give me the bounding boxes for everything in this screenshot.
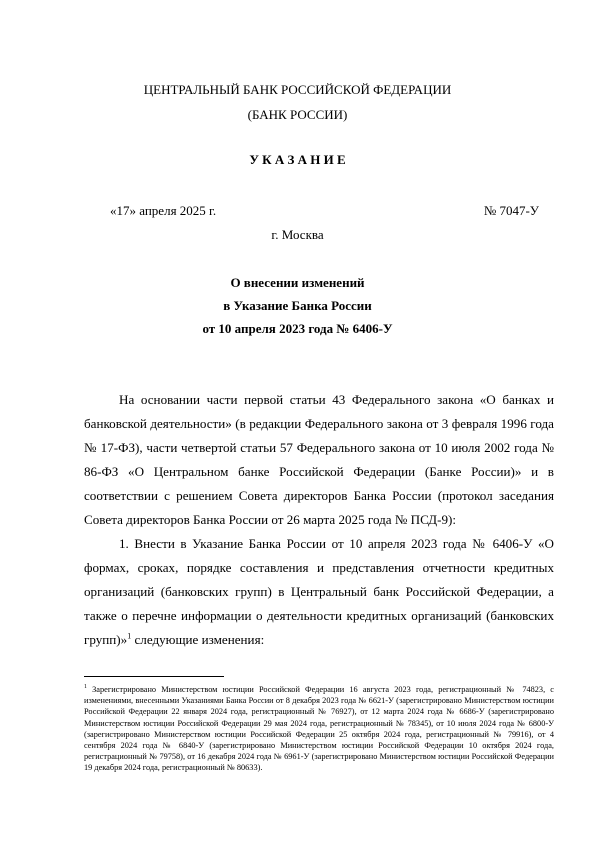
org-name: ЦЕНТРАЛЬНЫЙ БАНК РОССИЙСКОЙ ФЕДЕРАЦИИ — [143, 82, 452, 97]
doc-city: г. Москва — [271, 227, 324, 242]
footnote-separator — [84, 676, 224, 677]
preamble-paragraph: На основании части первой статьи 43 Федерального закона «О банках и банковской деятельности» (в редакции Федерального закона от 3 февраля 1996 года № 17-ФЗ), части четвертой статьи 57 Федерального закона от 10 июля 2002 года № 86-ФЗ «О Центральном банке Российской Федерации (Банке России)» и в соответствии с решением Совета директоров Банка России (протокол заседания Совета директоров Банка России от 26 марта 2025 года № ПСД-9): — [84, 392, 554, 527]
doc-type-heading: У К А З А Н И Е — [249, 152, 346, 167]
footnote-reference[interactable]: 1 — [127, 631, 132, 641]
doc-number: № 7047-У — [483, 203, 539, 218]
footnote — [84, 684, 554, 774]
doc-title-line-2: в Указание Банка России — [223, 298, 372, 313]
document-body — [84, 388, 554, 652]
item-1-text: 1. Внести в Указание Банка России от 10 апреля 2023 года № 6406-У «О формах, сроках, порядке составления и представления отчетности кредитных организаций (банковских групп) в Центральный банк Российской Федерации, а также о перечне информации о деятельности кредитных организаций (банковских групп)» — [84, 536, 554, 647]
org-short-name: (БАНК РОССИИ) — [247, 107, 348, 122]
doc-date: «17» апреля 2025 г. — [110, 203, 217, 218]
doc-title-line-1: О внесении изменений — [230, 275, 365, 290]
item-1-tail: следующие изменения: — [131, 632, 265, 647]
footnote-text: Зарегистрировано Министерством юстиции Российской Федерации 16 августа 2023 года, регистрационный № 74823, с изменениями, внесенными Указаниями Банка России от 8 декабря 2023 года № 6621-У (зарегистрировано Министерством юстиции Российской Федерации 22 января 2024 года, регистрационный № 76927), от 12 марта 2024 года № 6686-У (зарегистрировано Министерством юстиции Российской Федерации 29 мая 2024 года, регистрационный № 78345), от 10 июля 2024 года № 6800-У (зарегистрировано Министерством юстиции Российской Федерации 25 октября 2024 года, регистрационный № 79916), от 4 сентября 2024 года № 6840-У (зарегистрировано Министерством юстиции Российской Федерации 10 октября 2024 года, регистрационный № 79758), от 16 декабря 2024 года № 6961-У (зарегистрировано Министерством юстиции Российской Федерации 19 декабря 2024 года, регистрационный № 80633). — [84, 685, 554, 773]
footnote-mark: 1 — [84, 684, 87, 691]
item-1-paragraph — [84, 532, 554, 652]
doc-title-line-3: от 10 апреля 2023 года № 6406-У — [202, 321, 393, 336]
